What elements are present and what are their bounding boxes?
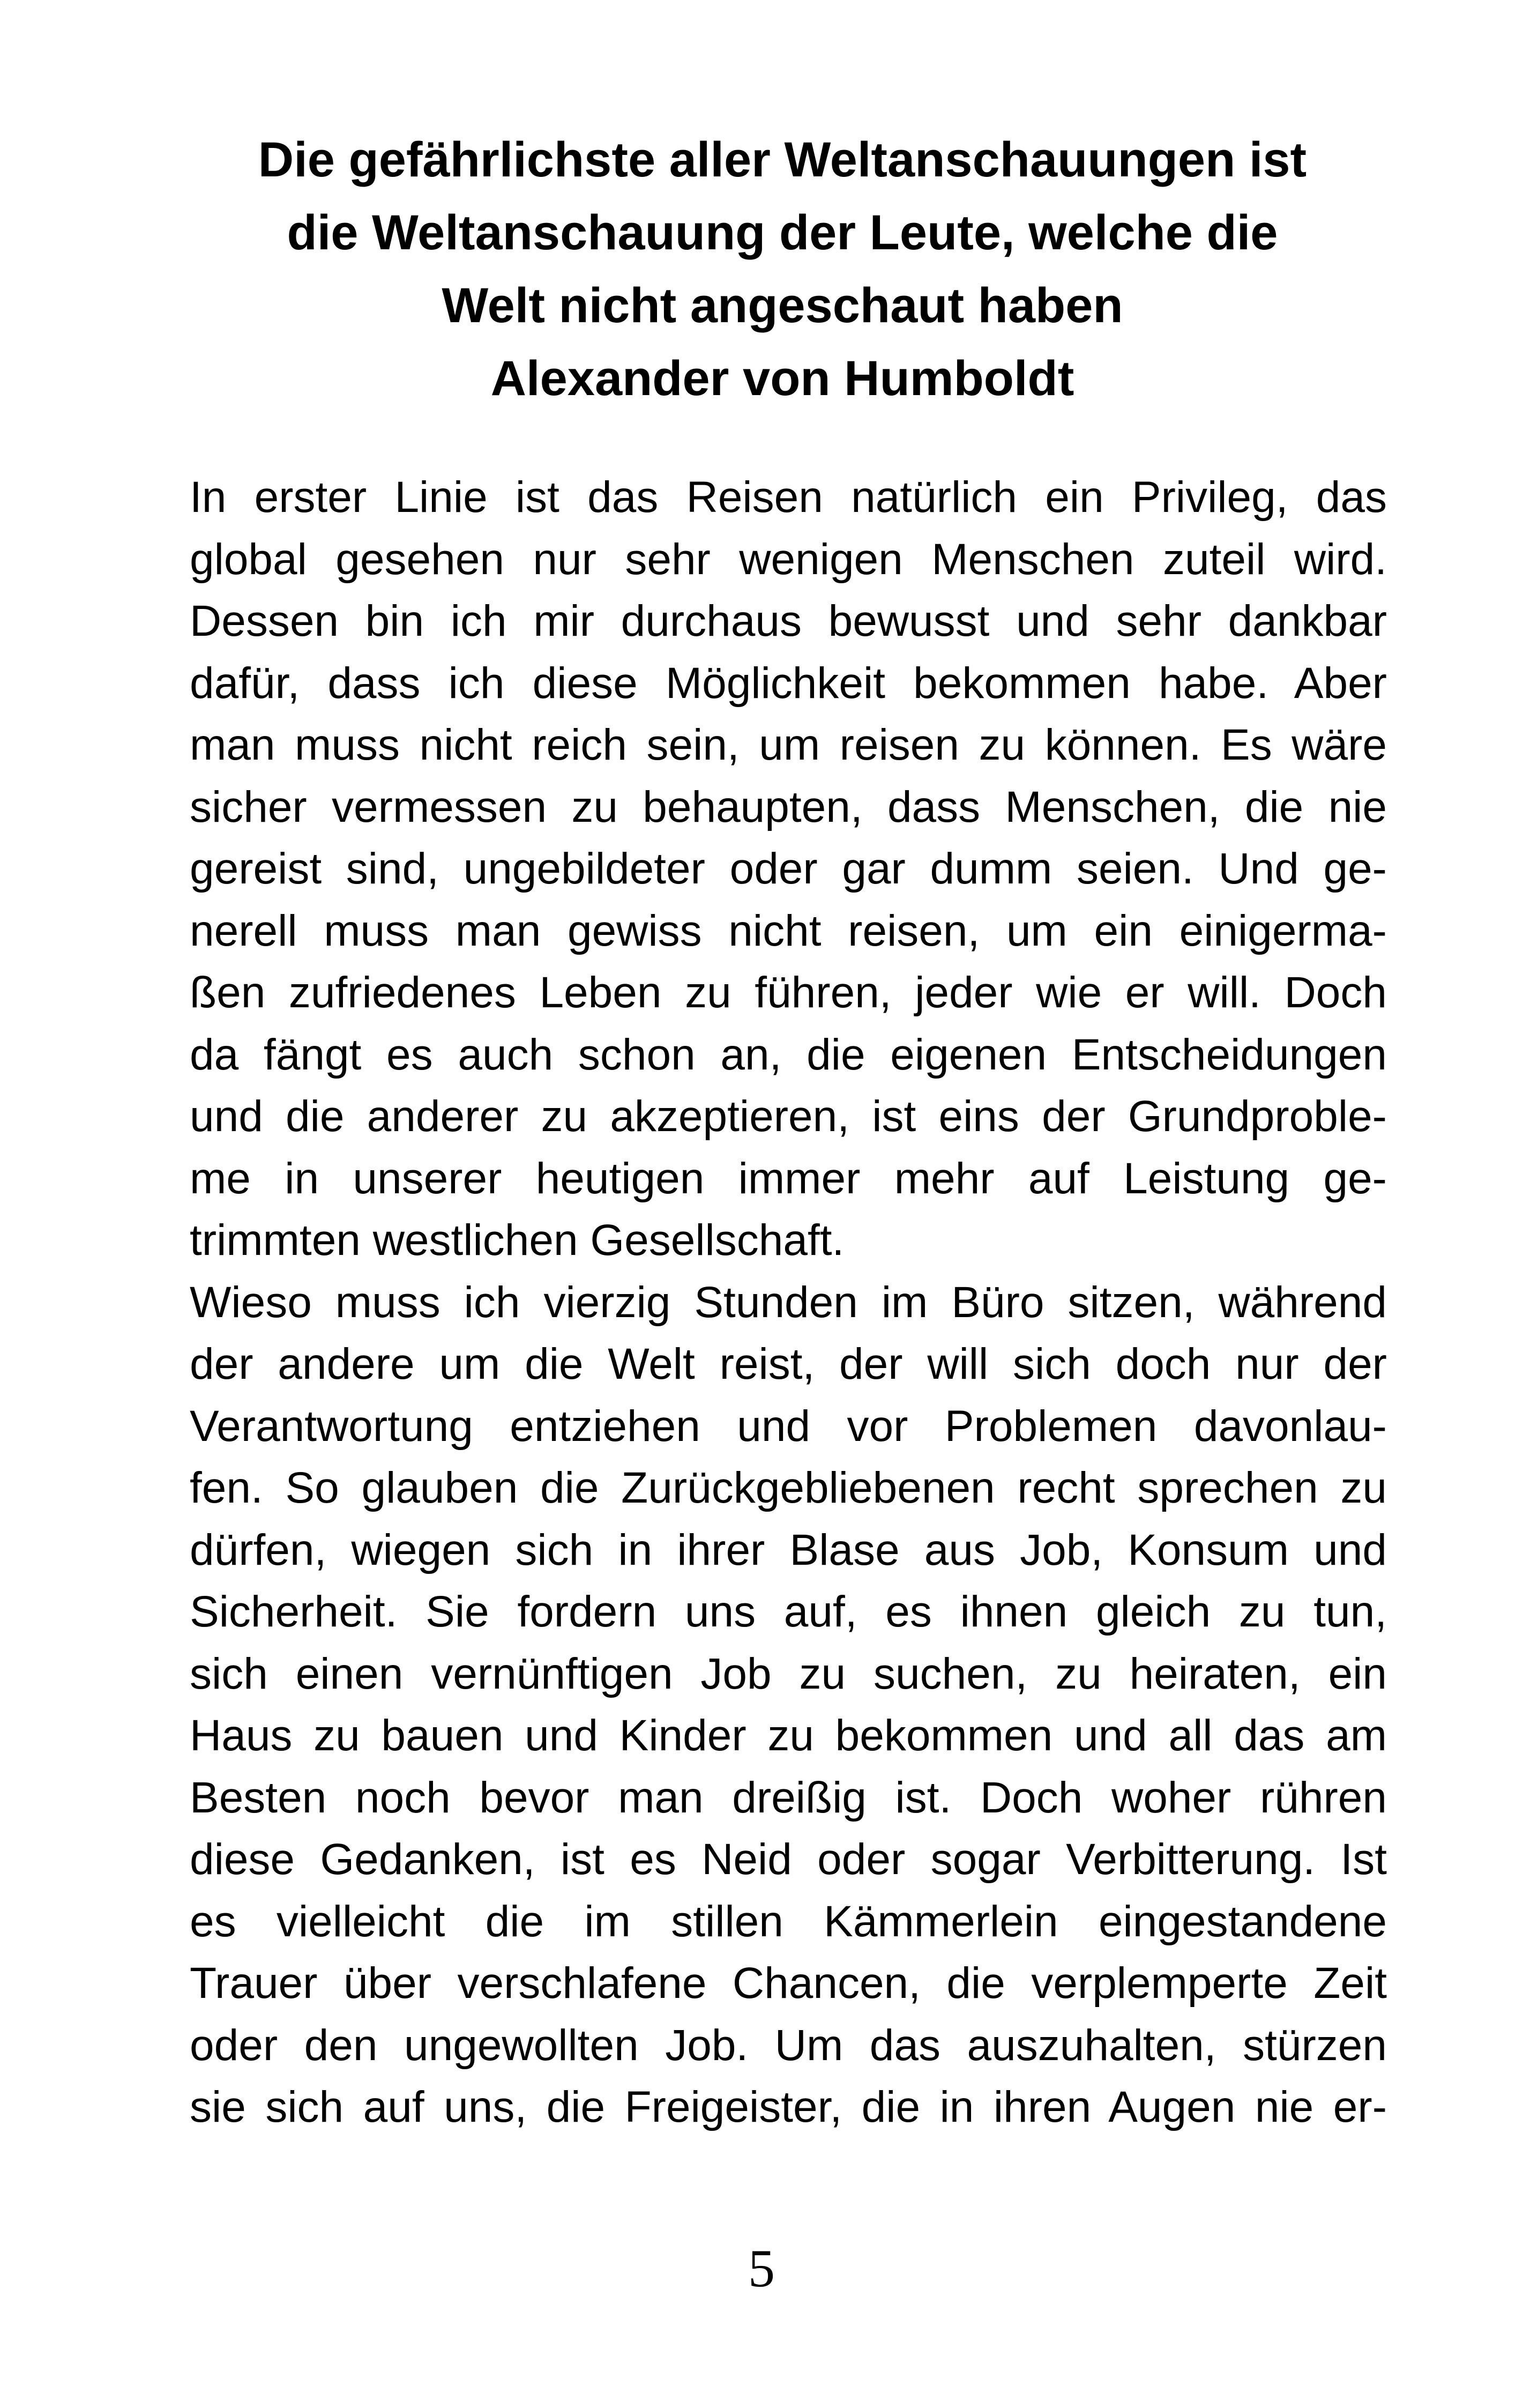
text-line: Wieso muss ich vierzig Stunden im Büro sitzen, während — [190, 1277, 1387, 1327]
epigraph-quote-line: Welt nicht angeschaut haben — [442, 278, 1123, 333]
text-line: sicher vermessen zu behaupten, dass Menschen, die nie — [190, 782, 1387, 831]
text-line: fen. So glauben die Zurückgebliebenen recht sprechen zu — [190, 1463, 1387, 1512]
epigraph — [177, 123, 1388, 415]
text-line: Sicherheit. Sie fordern uns auf, es ihnen gleich zu tun, — [190, 1587, 1387, 1636]
text-line: man muss nicht reich sein, um reisen zu können. Es wäre — [190, 720, 1387, 769]
text-line: sich einen vernünftigen Job zu suchen, zu heiraten, ein — [190, 1649, 1387, 1698]
text-line: nerell muss man gewiss nicht reisen, um ein einigerma- — [190, 906, 1387, 955]
text-line: In erster Linie ist das Reisen natürlich ein Privileg, das — [190, 473, 1387, 522]
text-line: dafür, dass ich diese Möglichkeit bekommen habe. Aber — [190, 658, 1387, 708]
text-line: da fängt es auch schon an, die eigenen Entscheidungen — [190, 1030, 1387, 1079]
paragraph-1 — [190, 466, 1387, 1272]
epigraph-author: Alexander von Humboldt — [490, 351, 1074, 406]
text-line: und die anderer zu akzeptieren, ist eins der Grundproble- — [190, 1092, 1387, 1141]
text-line: dürfen, wiegen sich in ihrer Blase aus Job, Konsum und — [190, 1525, 1387, 1574]
text-line: me in unserer heutigen immer mehr auf Leistung ge- — [190, 1154, 1387, 1203]
epigraph-quote-line: die Weltanschauung der Leute, welche die — [287, 205, 1278, 260]
text-line: diese Gedanken, ist es Neid oder sogar Verbitterung. Ist — [190, 1835, 1387, 1884]
text-line: trimmten westlichen Gesellschaft. — [190, 1216, 845, 1265]
body-text — [190, 466, 1387, 2138]
text-line: Besten noch bevor man dreißig ist. Doch woher rühren — [190, 1773, 1387, 1822]
text-line: oder den ungewollten Job. Um das auszuhalten, stürzen — [190, 2020, 1387, 2070]
text-line: ßen zufriedenes Leben zu führen, jeder wie er will. Doch — [190, 968, 1387, 1017]
text-line: der andere um die Welt reist, der will sich doch nur der — [190, 1340, 1387, 1388]
text-line: global gesehen nur sehr wenigen Menschen zuteil wird. — [190, 534, 1387, 584]
text-line: sie sich auf uns, die Freigeister, die in ihren Augen nie er- — [190, 2083, 1387, 2131]
paragraph-2 — [190, 1272, 1387, 2138]
text-line: gereist sind, ungebildeter oder gar dumm seien. Und ge- — [190, 844, 1387, 893]
text-line: es vielleicht die im stillen Kämmerlein eingestandene — [190, 1897, 1387, 1946]
epigraph-quote-line: Die gefährlichste aller Weltanschauungen ist — [258, 132, 1307, 187]
text-line: Dessen bin ich mir durchaus bewusst und sehr dankbar — [190, 597, 1387, 645]
text-line: Verantwortung entziehen und vor Problemen davonlau- — [190, 1401, 1387, 1451]
text-line: Haus zu bauen und Kinder zu bekommen und all das am — [190, 1711, 1387, 1760]
text-line: Trauer über verschlafene Chancen, die verplemperte Zeit — [190, 1959, 1387, 2008]
page-number: 5 — [748, 2239, 775, 2298]
